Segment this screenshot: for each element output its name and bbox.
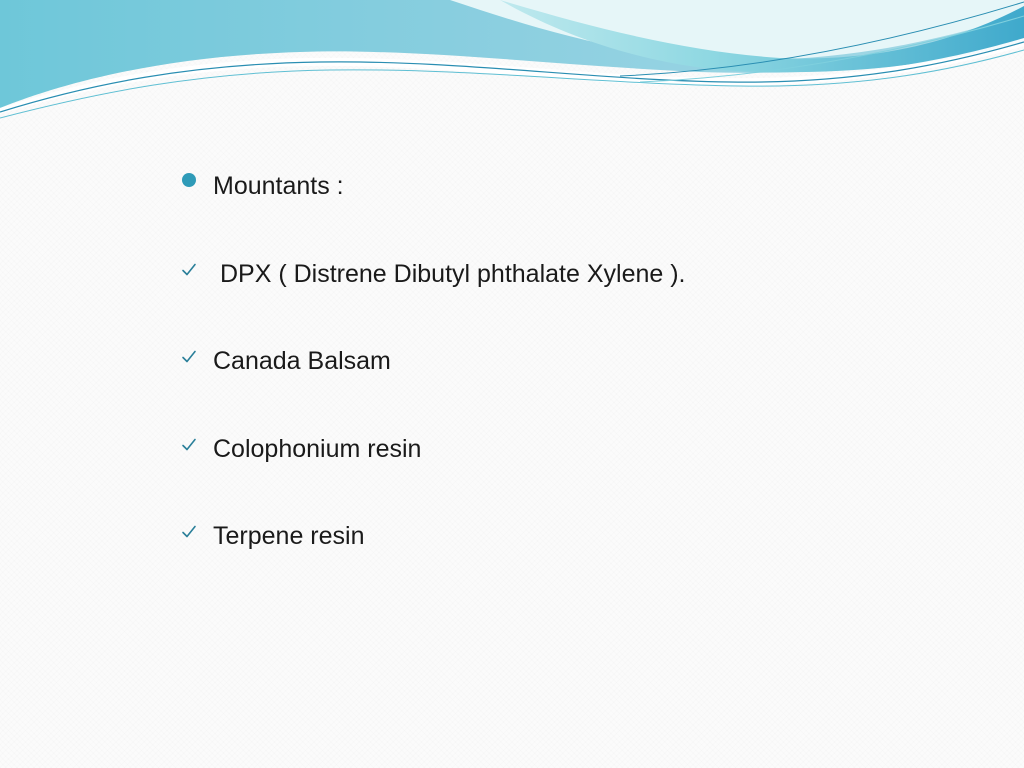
list-heading-text: Mountants : — [213, 172, 344, 200]
circle-bullet-icon — [182, 173, 196, 187]
check-icon — [181, 349, 197, 365]
list-item-text: Canada Balsam — [213, 347, 391, 375]
list-item-colophonium-resin — [180, 429, 980, 469]
list-item-text: DPX ( Distrene Dibutyl phthalate Xylene ). — [220, 259, 686, 288]
header-wave-decoration — [0, 0, 1024, 130]
list-heading — [180, 166, 980, 206]
list-item-terpene-resin — [180, 516, 980, 556]
list-item-dpx — [180, 254, 980, 294]
bullet-list — [180, 166, 980, 604]
list-item-text: Terpene resin — [213, 522, 365, 550]
list-item-canada-balsam — [180, 341, 980, 381]
list-item-text: Colophonium resin — [213, 434, 422, 463]
check-icon — [181, 437, 197, 453]
check-icon — [181, 524, 197, 540]
check-icon — [181, 262, 197, 278]
